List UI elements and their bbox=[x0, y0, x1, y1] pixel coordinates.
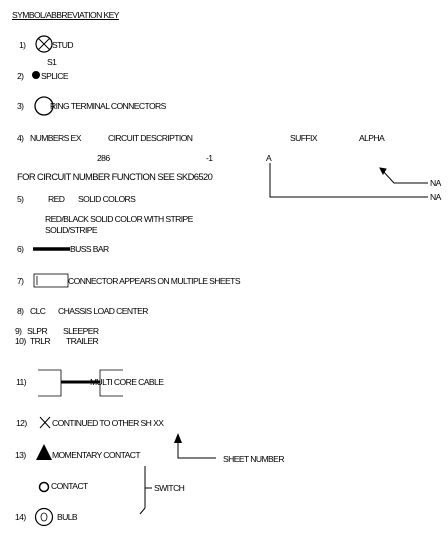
numbers-label: NUMBERS EX bbox=[30, 133, 81, 143]
item-number: 10) bbox=[15, 336, 26, 346]
continued-label: CONTINUED TO OTHER SH XX bbox=[52, 418, 164, 428]
connector-icon bbox=[34, 274, 68, 287]
item-number: 7) bbox=[17, 276, 24, 286]
item-number: 13) bbox=[15, 450, 26, 460]
momentary-contact-label: MOMENTARY CONTACT bbox=[52, 450, 140, 460]
na-label-1: NA bbox=[430, 178, 441, 188]
item-number: 5) bbox=[17, 194, 24, 204]
na-label-2: NA bbox=[430, 192, 441, 202]
switch-label: SWITCH bbox=[154, 483, 185, 493]
splice-label: SPLICE bbox=[41, 71, 68, 81]
item-number: 8) bbox=[17, 306, 24, 316]
suffix-label: SUFFIX bbox=[290, 133, 317, 143]
trlr-abbreviation: TRLR bbox=[30, 336, 51, 346]
multi-core-cable-label: MULTI CORE CABLE bbox=[90, 377, 164, 387]
item-number: 9) bbox=[15, 326, 22, 336]
alpha-label: ALPHA bbox=[359, 133, 385, 143]
stud-icon bbox=[36, 36, 52, 52]
continued-x-icon bbox=[40, 417, 50, 428]
ring-terminal-label: RING TERMINAL CONNECTORS bbox=[50, 101, 166, 111]
stud-label: STUD bbox=[52, 40, 73, 50]
circuit-function-note: FOR CIRCUIT NUMBER FUNCTION SEE SKD6520 bbox=[17, 171, 213, 182]
contact-label: CONTACT bbox=[51, 481, 88, 491]
na-arrows bbox=[270, 163, 428, 197]
example-suffix: -1 bbox=[206, 153, 213, 163]
trlr-label: TRAILER bbox=[66, 336, 99, 346]
slpr-abbreviation: SLPR bbox=[27, 326, 48, 336]
stripe-label: RED/BLACK SOLID COLOR WITH STRIPE bbox=[45, 214, 193, 224]
example-number: 286 bbox=[97, 153, 110, 163]
momentary-contact-icon bbox=[36, 444, 52, 460]
sheet-number-arrow bbox=[174, 433, 216, 458]
item-number: 6) bbox=[17, 244, 24, 254]
solid-stripe-label: SOLID/STRIPE bbox=[45, 225, 98, 235]
bulb-label: BULB bbox=[57, 512, 78, 522]
bulb-icon bbox=[36, 509, 53, 526]
sheet-number-label: SHEET NUMBER bbox=[223, 454, 284, 464]
circuit-description-label: CIRCUIT DESCRIPTION bbox=[108, 133, 193, 143]
item-number: 2) bbox=[17, 71, 24, 81]
switch-bracket bbox=[140, 466, 152, 514]
buss-bar-label: BUSS BAR bbox=[70, 244, 109, 254]
splice-icon bbox=[32, 71, 40, 79]
item-number: 11) bbox=[16, 377, 26, 387]
clc-abbreviation: CLC bbox=[30, 306, 46, 316]
example-alpha: A bbox=[266, 153, 272, 163]
connector-label: CONNECTOR APPEARS ON MULTIPLE SHEETS bbox=[68, 276, 240, 286]
contact-icon bbox=[40, 483, 49, 492]
red-label: RED bbox=[48, 194, 65, 204]
solid-colors-label: SOLID COLORS bbox=[78, 194, 136, 204]
stud-sub-label: S1 bbox=[47, 57, 57, 67]
item-number: 14) bbox=[15, 512, 26, 522]
item-number: 4) bbox=[17, 133, 24, 143]
item-number: 1) bbox=[19, 40, 26, 50]
item-number: 3) bbox=[17, 101, 24, 111]
clc-label: CHASSIS LOAD CENTER bbox=[58, 306, 148, 316]
slpr-label: SLEEPER bbox=[63, 326, 99, 336]
item-number: 12) bbox=[16, 418, 27, 428]
page-title: SYMBOL/ABBREVIATION KEY bbox=[12, 10, 119, 20]
